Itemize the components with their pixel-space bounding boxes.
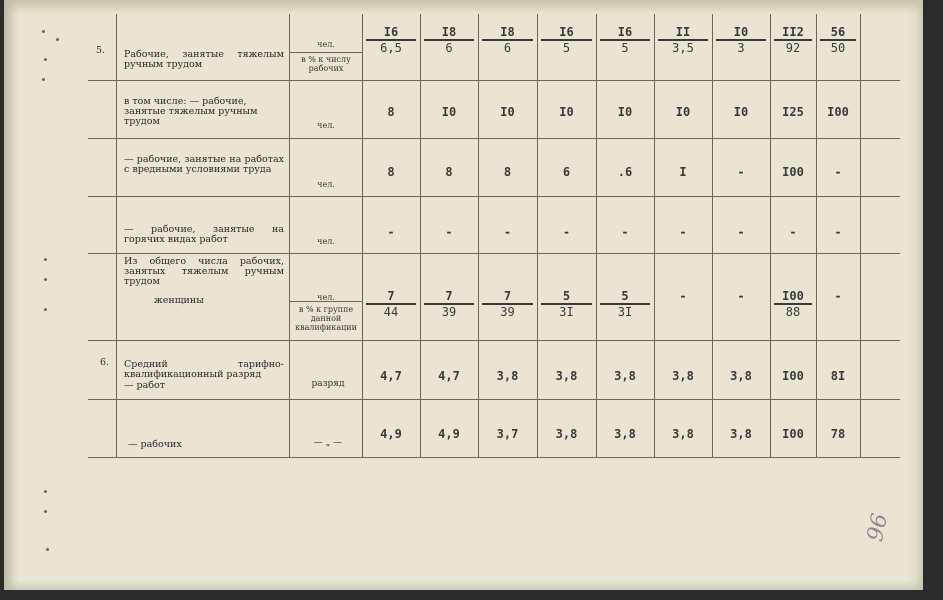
- cell-value: 6: [562, 165, 571, 179]
- row-label: Средний тарифно-квалификационный разряд: [124, 359, 284, 380]
- cell-value: I0: [675, 105, 691, 119]
- cell-value: -: [834, 165, 842, 179]
- cell-fraction: [478, 26, 537, 54]
- binding-hole: [42, 78, 45, 81]
- table-column-rule: [116, 14, 117, 457]
- table-rule: [88, 457, 900, 458]
- cell-fraction: [362, 26, 420, 54]
- fraction-numerator: I8: [500, 25, 515, 39]
- cell-value: 8: [387, 165, 395, 179]
- row-label: Рабочие, занятые тяжелым ручным трудом: [124, 49, 284, 70]
- fraction-numerator: I6: [617, 25, 633, 39]
- cell-value: 4,7: [380, 369, 402, 383]
- cell-value: I: [679, 165, 687, 179]
- cell-value: I00: [827, 105, 849, 119]
- cell-value: I25: [782, 105, 804, 119]
- cell-value: 3,8: [672, 427, 694, 441]
- fraction-numerator: I00: [782, 289, 804, 303]
- binding-hole: [42, 30, 45, 33]
- fraction-numerator: 5: [562, 289, 571, 303]
- row-label: Из общего числа рабочих, занятых тяжелым ручным трудом: [124, 256, 284, 287]
- cell-value: I00: [782, 165, 804, 179]
- fraction-denominator: 92: [785, 41, 801, 55]
- unit-label: чел.: [317, 180, 335, 189]
- cell-value: 8: [445, 165, 453, 179]
- page-number: 96: [862, 511, 894, 544]
- fraction-numerator: 56: [830, 25, 846, 39]
- fraction-numerator: 7: [387, 289, 395, 303]
- cell-fraction: [478, 290, 537, 318]
- binding-hole: [44, 258, 47, 261]
- fraction-denominator: 6,5: [380, 41, 402, 55]
- binding-hole: [44, 510, 47, 513]
- fraction-denominator: 3,5: [672, 41, 694, 55]
- table-column-rule: [860, 14, 861, 457]
- cell-value: 3,8: [555, 369, 578, 383]
- unit-label: чел.: [317, 40, 335, 49]
- table-rule: [88, 340, 900, 341]
- table-column-rule: [289, 14, 290, 457]
- cell-fraction: [770, 26, 816, 54]
- cell-value: 3,8: [730, 369, 752, 383]
- binding-hole: [46, 548, 49, 551]
- row-sublabel: женщины: [154, 295, 204, 306]
- unit-label: чел.: [317, 237, 335, 246]
- fraction-denominator: 88: [785, 305, 801, 319]
- cell-value: I0: [733, 105, 749, 119]
- row-number: 6.: [100, 357, 110, 368]
- cell-fraction: [537, 26, 596, 54]
- cell-value: -: [834, 225, 842, 239]
- fraction-numerator: I6: [383, 25, 399, 39]
- unit-label: чел.: [317, 293, 335, 302]
- unit-label: чел.: [317, 121, 335, 130]
- cell-value: 3,7: [496, 427, 519, 441]
- fraction-numerator: 7: [445, 289, 453, 303]
- cell-value: 8I: [830, 369, 846, 383]
- row-label: — рабочих: [128, 439, 182, 450]
- row-label: в том числе: — рабочие, занятые тяжелым ручным трудом: [124, 96, 258, 127]
- cell-value: -: [679, 225, 687, 239]
- cell-value: I00: [782, 427, 804, 441]
- row-sublabel: — работ: [124, 380, 165, 391]
- cell-value: 3,8: [614, 369, 636, 383]
- cell-fraction: [654, 26, 712, 54]
- unit-label: — „ —: [313, 438, 343, 448]
- cell-fraction: [362, 290, 420, 318]
- cell-value: 3,8: [555, 427, 578, 441]
- fraction-denominator: 44: [383, 305, 399, 319]
- cell-value: 4,7: [438, 369, 460, 383]
- fraction-denominator: 3I: [559, 305, 574, 319]
- fraction-numerator: II2: [782, 25, 804, 39]
- cell-value: I0: [500, 105, 515, 119]
- cell-value: I0: [441, 105, 457, 119]
- cell-fraction: [816, 26, 860, 54]
- fraction-denominator: 5: [562, 41, 571, 55]
- unit-label: разряд: [311, 379, 345, 389]
- cell-fraction: [420, 290, 478, 318]
- cell-value: .6: [617, 165, 633, 179]
- cell-value: 8: [503, 165, 512, 179]
- fraction-numerator: I8: [441, 25, 457, 39]
- page-top-shadow: [4, 0, 923, 14]
- cell-value: I0: [617, 105, 633, 119]
- table-rule: [88, 138, 900, 139]
- cell-fraction: [596, 26, 654, 54]
- unit-divider: [290, 52, 362, 53]
- cell-fraction: [712, 26, 770, 54]
- cell-value: I00: [782, 369, 804, 383]
- row-label: — рабочие, занятые на горячих видах работ: [124, 224, 284, 245]
- fraction-denominator: 39: [500, 305, 515, 319]
- cell-value: -: [621, 225, 629, 239]
- fraction-numerator: II: [675, 25, 691, 39]
- table-rule: [88, 399, 900, 400]
- row-number: 5.: [96, 45, 106, 56]
- fraction-denominator: 3I: [617, 305, 633, 319]
- cell-value: -: [737, 289, 745, 303]
- cell-value: 4,9: [380, 427, 402, 441]
- cell-value: -: [445, 225, 453, 239]
- cell-value: 3,8: [730, 427, 752, 441]
- table-rule: [88, 80, 900, 81]
- fraction-denominator: 6: [445, 41, 453, 55]
- binding-hole: [44, 308, 47, 311]
- cell-fraction: [420, 26, 478, 54]
- binding-hole: [44, 490, 47, 493]
- document-page: [4, 0, 923, 590]
- cell-value: 3,8: [672, 369, 694, 383]
- binding-hole: [44, 278, 47, 281]
- fraction-numerator: 5: [621, 289, 629, 303]
- binding-hole: [56, 38, 59, 41]
- cell-value: -: [737, 165, 745, 179]
- cell-value: 78: [830, 427, 846, 441]
- cell-value: 3,8: [496, 369, 519, 383]
- cell-value: -: [562, 225, 571, 239]
- fraction-numerator: I6: [559, 25, 574, 39]
- fraction-denominator: 39: [441, 305, 457, 319]
- row-label: — рабочие, занятые на работах с вредными условиями труда: [124, 154, 284, 175]
- cell-value: I0: [559, 105, 574, 119]
- cell-value: -: [834, 289, 842, 303]
- table-rule: [88, 253, 900, 254]
- fraction-numerator: 7: [503, 289, 512, 303]
- cell-value: -: [503, 225, 512, 239]
- cell-value: -: [679, 289, 687, 303]
- fraction-denominator: 50: [830, 41, 846, 55]
- fraction-denominator: 6: [503, 41, 512, 55]
- fraction-denominator: 5: [621, 41, 629, 55]
- cell-value: -: [387, 225, 395, 239]
- binding-spine: [4, 0, 18, 590]
- unit-label: в % к группе данной квалификации: [295, 305, 357, 332]
- cell-fraction: [537, 290, 596, 318]
- table-rule: [88, 196, 900, 197]
- fraction-denominator: 3: [737, 41, 745, 55]
- cell-value: -: [737, 225, 745, 239]
- cell-value: 8: [387, 105, 395, 119]
- cell-value: 3,8: [614, 427, 636, 441]
- cell-value: -: [789, 225, 797, 239]
- cell-fraction: [770, 290, 816, 318]
- unit-label: в % к числу рабочих: [301, 55, 351, 73]
- cell-value: 4,9: [438, 427, 460, 441]
- binding-hole: [44, 58, 47, 61]
- cell-fraction: [596, 290, 654, 318]
- fraction-numerator: I0: [733, 25, 749, 39]
